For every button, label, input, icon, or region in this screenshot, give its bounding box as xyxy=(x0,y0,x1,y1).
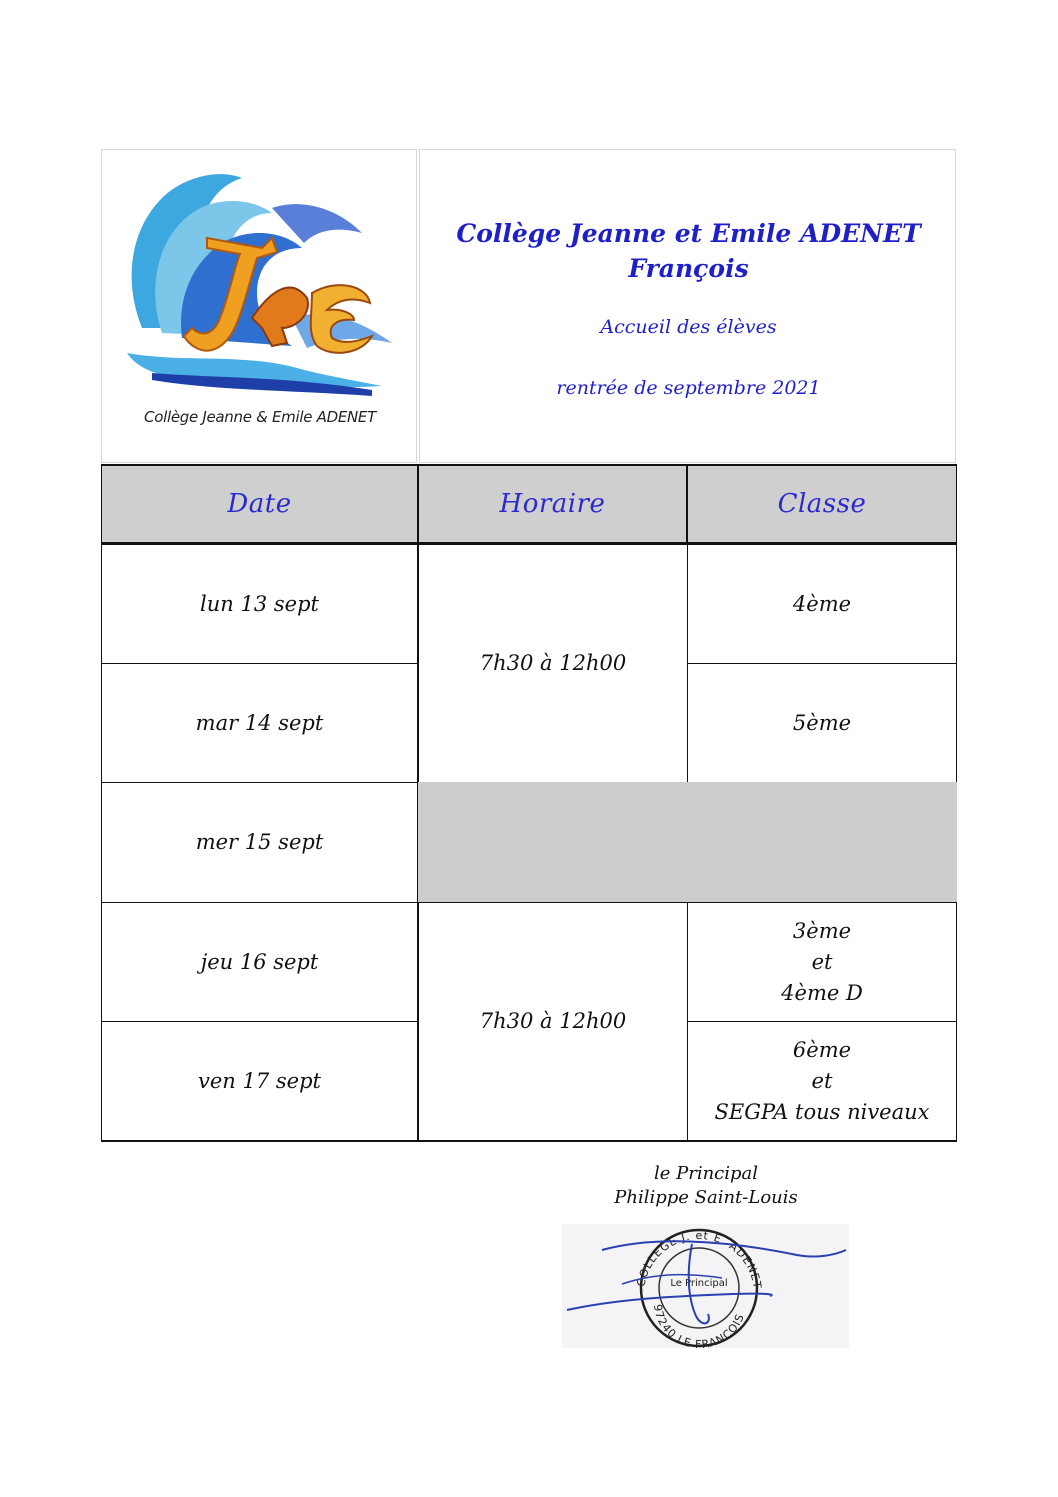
table-row-date: lun 13 sept xyxy=(101,544,418,664)
column-header-classe: Classe xyxy=(687,464,957,544)
subtitle-term: rentrée de septembre 2021 xyxy=(556,377,821,399)
logo-cell xyxy=(101,149,417,463)
table-row-date: ven 17 sept xyxy=(101,1021,418,1142)
table-row-date: mer 15 sept xyxy=(101,782,418,903)
title-cell xyxy=(419,149,956,463)
signature-block xyxy=(560,1162,852,1210)
column-header-date: Date xyxy=(101,464,418,544)
table-row-date: jeu 16 sept xyxy=(101,902,418,1022)
horaire-cell-late-week: 7h30 à 12h00 xyxy=(418,902,688,1142)
official-stamp xyxy=(562,1224,849,1348)
schedule-table xyxy=(101,464,957,1142)
stamp-seal-icon xyxy=(562,1224,849,1348)
signature-name: Philippe Saint-Louis xyxy=(614,1187,798,1208)
stamp-center-text: Le Principal xyxy=(670,1278,728,1289)
subtitle-welcome: Accueil des élèves xyxy=(600,316,777,338)
logo-caption: Collège Jeanne & Emile ADENET xyxy=(144,408,376,426)
horaire-cell-early-week: 7h30 à 12h00 xyxy=(418,544,688,783)
table-row-date: mar 14 sept xyxy=(101,663,418,783)
column-header-horaire: Horaire xyxy=(418,464,687,544)
signature-title: le Principal xyxy=(653,1163,759,1184)
table-row-classe: 5ème xyxy=(687,663,957,783)
stamp-top-text: COLLEGE J. et E. ADENET xyxy=(634,1228,764,1291)
table-row-classe: 6ème et SEGPA tous niveaux xyxy=(687,1021,957,1142)
no-class-shaded-cell xyxy=(418,782,957,903)
school-name-line1: Collège Jeanne et Emile ADENET xyxy=(456,219,921,248)
document-header xyxy=(101,149,956,465)
table-row-classe: 3ème et 4ème D xyxy=(687,902,957,1022)
table-row-classe: 4ème xyxy=(687,544,957,664)
school-logo-icon xyxy=(122,168,398,398)
stamp-bottom-text: 97240 LE FRANCOIS xyxy=(650,1303,748,1348)
school-name xyxy=(420,216,957,286)
school-name-line2: François xyxy=(628,254,749,283)
